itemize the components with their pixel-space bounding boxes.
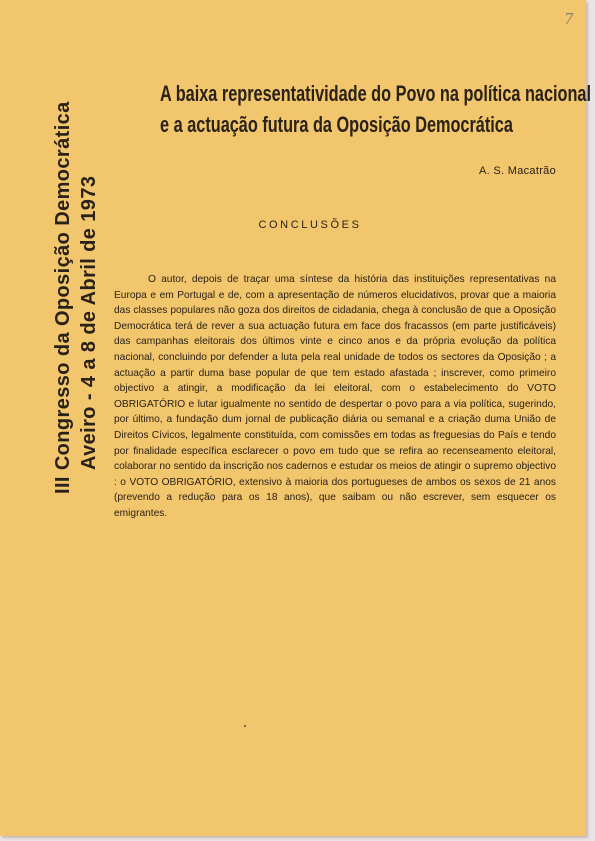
document-title [160, 78, 592, 140]
section-heading: CONCLUSÕES [258, 219, 362, 231]
title-line-2: e a actuação futura da Oposição Democrática [160, 112, 513, 137]
body-paragraph: O autor, depois de traçar uma síntese da história das instituições representativas na Europa e em Portugal e de, com a apresentação de números elucidativos, provar que a maioria das classes populares não goza dos direitos de cidadania, chega à conclusão de que a Oposição Democrática terá de rever a sua actuação futura em face dos fracassos (em parte justificáveis) das campanhas eleitorais dos últimos vinte e cinco anos e da própria evolução da política nacional, concluindo por defender a luta pela real unidade de todos os sectores da Oposição ; a actuação a partir duma base popular de que tem estado afastada ; inscrever, como primeiro objectivo a atingir, a modificação da lei eleitoral, com o estabelecimento do VOTO OBRIGATÓRIO e lutar igualmente no sentido de despertar o povo para a via política, sugerindo, por último, a fundação dum jornal de publicação diária ou semanal e a criação duma União de Direitos Cívicos, legalmente constituída, com comissões em todas as freguesias do País e tendo por finalidade específica esclarecer o povo em tudo que se refira ao recenseamento eleitoral, colaborar no sentido da inscrição nos cadernos e estudar os meios de atingir o supremo objectivo : o VOTO OBRIGATÓRIO, extensivo à maioria dos portugueses de ambos os sexos de 21 anos (prevendo a redução para os 18 anos), que saibam ou não escrever, sem esquecer os emigrantes. [114, 274, 556, 519]
title-line-1: A baixa representatividade do Povo na política nacional [160, 81, 592, 106]
author-name: A. S. Macatrão [479, 165, 556, 177]
side-banner-line-1: III Congresso da Oposição Democrática [52, 101, 74, 494]
speck-mark [244, 725, 246, 727]
side-banner-line-2: Aveiro - 4 a 8 de Abril de 1973 [78, 175, 100, 470]
congress-side-banner [50, 101, 102, 494]
page-number: 7 [564, 10, 574, 28]
